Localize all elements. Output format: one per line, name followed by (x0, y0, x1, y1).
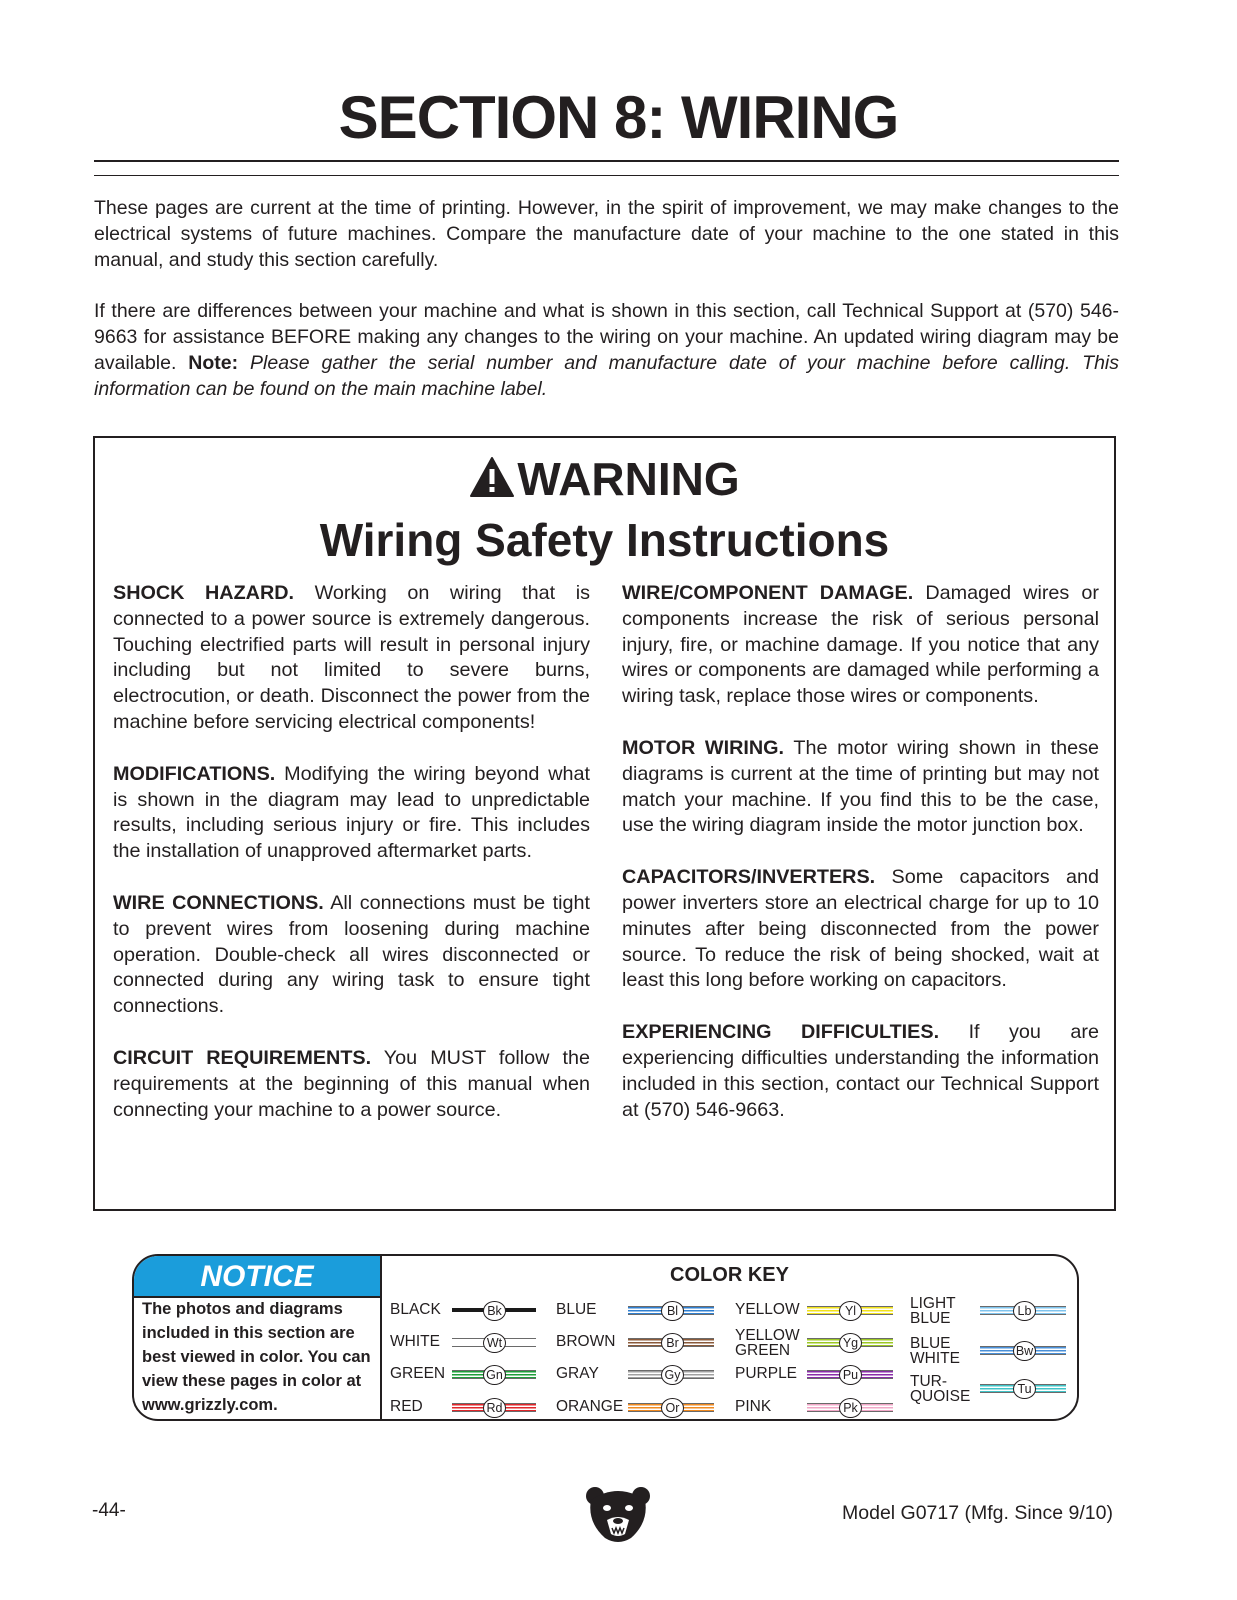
warning-item-title: SHOCK HAZARD. (113, 582, 295, 604)
notice-panel (132, 1254, 1079, 1421)
warning-triangle-icon (469, 456, 515, 498)
color-key-code-light-blue: Lb (1013, 1301, 1036, 1321)
note-label: Note: (188, 352, 239, 374)
color-key-label-red: RED (390, 1398, 423, 1415)
color-key-label-green: GREEN (390, 1365, 446, 1382)
color-key-code-yellow: Yl (839, 1301, 862, 1321)
color-key-code-red: Rd (483, 1398, 506, 1418)
color-key-code-white: Wt (483, 1333, 506, 1353)
warning-item-title: MOTOR WIRING. (622, 736, 785, 759)
color-key-code-brown: Br (661, 1333, 684, 1353)
color-key-title: COLOR KEY (670, 1264, 789, 1286)
note-text: Please gather the serial number and manufacture date of your machine before calling. This information can be found on the main machine label. (94, 352, 1120, 400)
color-key-code-yellow-green: Yg (839, 1333, 862, 1353)
color-key-label-brown: BROWN (556, 1333, 616, 1350)
warning-item-title: CAPACITORS/INVERTERS. (622, 866, 876, 889)
warning-item-body: The motor wiring shown in these diagrams is current at the time of printing but may not match your machine. If you find this to be the case, use the wiring diagram inside the motor junction box. (622, 736, 1100, 837)
grizzly-bear-logo (583, 1484, 653, 1551)
warning-subheading: Wiring Safety Instructions (319, 514, 890, 566)
warning-item-body: You MUST follow the requirements at the beginning of this manual when connecting your machine to a power source. (113, 1046, 590, 1121)
color-key-code-green: Gn (483, 1365, 506, 1385)
warning-item-body: Modifying the wiring beyond what is shown in the diagram may lead to unpredictable results, including serious injury or fire. This includes the installation of unapproved aftermarket parts. (113, 762, 590, 863)
warning-item (622, 581, 1099, 710)
warning-item (113, 762, 590, 865)
intro-paragraph-2-text: If there are differences between your machine and what is shown in this section, call Technical Support at (570) 546-9663 for assistance BEFORE making any changes to the wiring on your machine. An updated wiring diagram may be available. (94, 300, 1119, 374)
color-key-label-white: WHITE (390, 1333, 440, 1350)
warning-item (113, 1046, 590, 1123)
warning-heading-text: WARNING (517, 453, 740, 505)
color-key-label-gray: GRAY (556, 1365, 599, 1382)
intro-paragraph-1: These pages are current at the time of printing. However, in the spirit of improvement, we may make changes to the electrical systems of future machines. Compare the manufacture date of your machine to the one stated in this manual, and study this section carefully. (94, 197, 1119, 271)
warning-item-body: Working on wiring that is connected to a power source is extremely dangerous. Touching electrified parts will result in personal injury including but not limited to severe burns, electrocution, or death. Disconnect the power from the machine before servicing electrical components! (113, 582, 590, 733)
notice-banner: NOTICE (134, 1256, 380, 1296)
warning-box (93, 436, 1116, 1211)
model-label: Model G0717 (Mfg. Since 9/10) (842, 1502, 1113, 1524)
warning-item (622, 736, 1099, 839)
color-key-label-black: BLACK (390, 1301, 441, 1318)
warning-column-left (113, 581, 590, 1149)
color-key-label-purple: PURPLE (735, 1365, 798, 1382)
warning-item-title: WIRE CONNECTIONS. (113, 891, 324, 914)
warning-item-title: WIRE/COMPONENT DAMAGE. (622, 582, 914, 604)
color-key-label-light-blue: LIGHT BLUE (910, 1295, 956, 1327)
warning-item-body: All connections must be tight to prevent wires from loosening during machine operation. Double-check all wires disconnected or connected during any wiring task to ensure tight connections. (113, 891, 591, 1018)
color-key-code-blue: Bl (661, 1301, 684, 1321)
warning-item-title: CIRCUIT REQUIREMENTS. (113, 1046, 372, 1069)
color-key-code-tur-quoise: Tu (1013, 1379, 1036, 1399)
warning-item-body: Damaged wires or components increase the risk of serious personal injury, fire, or machine damage. If you notice that any wires or components are damaged while performing a wiring task, replace those wires or components. (622, 582, 1099, 708)
color-key-label-blue-white: BLUE WHITE (910, 1335, 960, 1367)
color-key-label-tur-quoise: TUR- QUOISE (910, 1373, 971, 1405)
warning-item-body: If you are experiencing difficulties understanding the information included in this section, contact our Technical Support at (570) 546-9663. (622, 1021, 1100, 1121)
warning-item (622, 1020, 1099, 1123)
page-title: SECTION 8: WIRING (338, 84, 899, 151)
warning-item-title: EXPERIENCING DIFFICULTIES. (622, 1021, 940, 1044)
title-rule-bottom (94, 175, 1119, 176)
color-key-label-pink: PINK (735, 1398, 772, 1415)
warning-item-title: MODIFICATIONS. (113, 762, 276, 785)
intro-paragraph-2 (94, 298, 1119, 402)
color-key-code-black: Bk (483, 1301, 506, 1321)
page-number: -44- (92, 1500, 126, 1521)
warning-heading (95, 452, 1114, 506)
title-rule-top (94, 160, 1119, 162)
color-key-code-purple: Pu (839, 1365, 862, 1385)
color-key-label-yellow-green: YELLOW GREEN (735, 1327, 800, 1359)
color-key-label-yellow: YELLOW (735, 1301, 800, 1318)
color-key-code-pink: Pk (839, 1398, 862, 1418)
warning-item (622, 865, 1099, 994)
color-key-code-blue-white: Bw (1013, 1341, 1036, 1361)
color-key-label-orange: ORANGE (556, 1398, 624, 1415)
color-key-code-gray: Gy (661, 1365, 684, 1385)
notice-text: The photos and diagrams included in this section are best viewed in color. You can view these pages in color at www.grizzly.com. (142, 1300, 371, 1414)
warning-item-body: Some capacitors and power inverters store an electrical charge for up to 10 minutes after being disconnected from the power source. To reduce the risk of being shocked, wait at least this long before working on capacitors. (622, 866, 1100, 992)
color-key-label-blue: BLUE (556, 1301, 597, 1318)
warning-item (113, 581, 590, 736)
warning-column-right (622, 581, 1099, 1149)
warning-item (113, 891, 590, 1020)
color-key-code-orange: Or (661, 1398, 684, 1418)
